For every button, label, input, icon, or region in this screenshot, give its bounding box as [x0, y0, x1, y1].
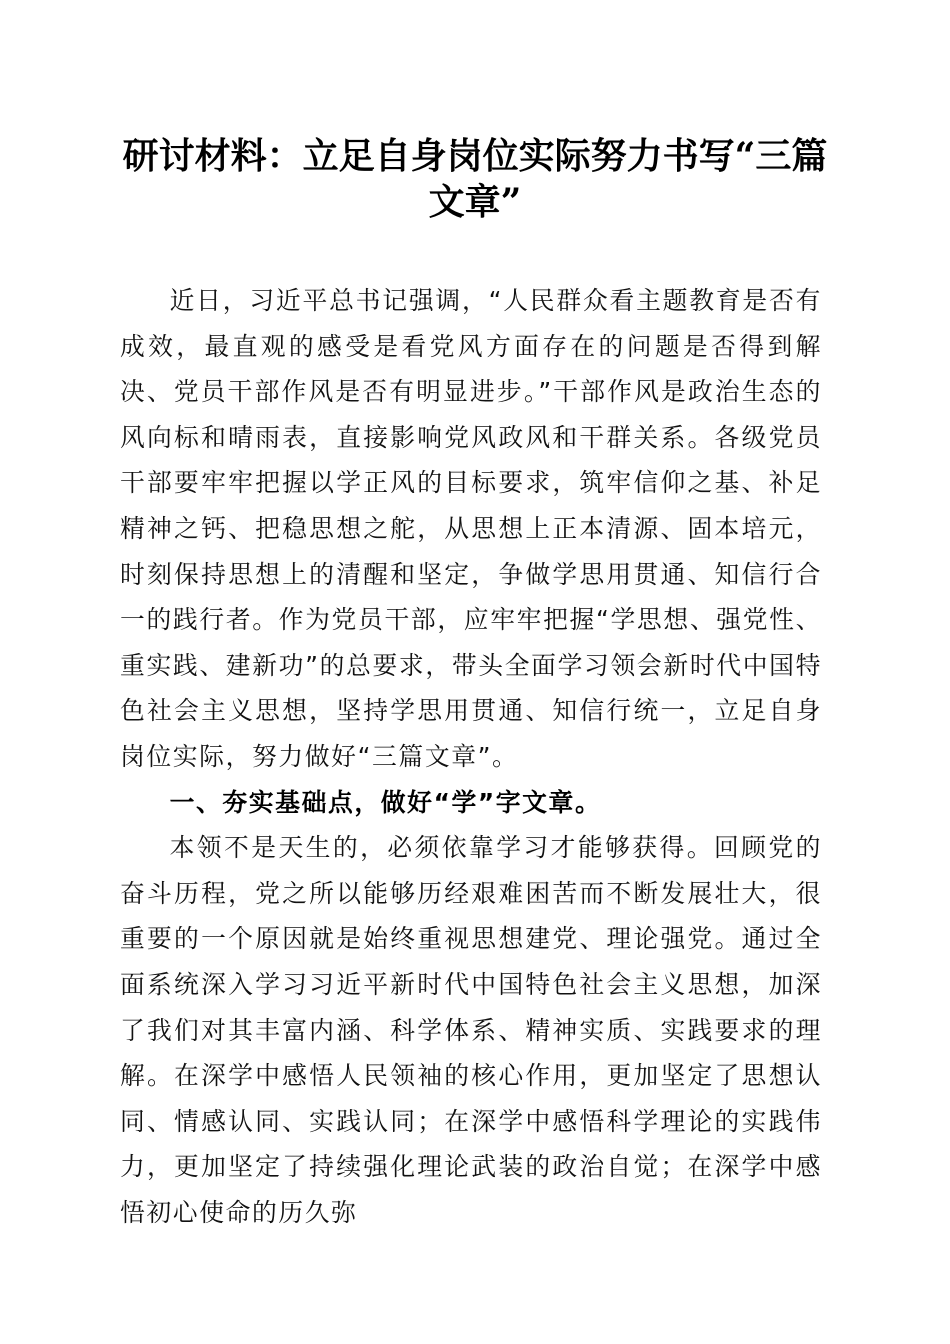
document-title: 研讨材料：立足自身岗位实际努力书写“三篇文章”: [122, 135, 828, 223]
intro-paragraph: 近日，习近平总书记强调，“人民群众看主题教育是否有成效，最直观的感受是看党风方面存在的问题是否得到解决、党员干部作风是否有明显进步。”干部作风是政治生态的风向标和晴雨表，直接影响党风政风和干群关系。各级党员干部要牢牢把握以学正风的目标要求，筑牢信仰之基、补足精神之钙、把稳思想之舵，从思想上正本清源、固本培元，时刻保持思想上的清醒和坚定，争做学思用贯通、知信行合一的践行者。作为党员干部，应牢牢把握“学思想、强党性、重实践、建新功”的总要求，带头全面学习领会新时代中国特色社会主义思想，坚持学思用贯通、知信行统一，立足自身岗位实际，努力做好“三篇文章”。: [120, 286, 822, 771]
section-heading: 一、夯实基础点，做好“学”字文章。: [169, 787, 602, 817]
section-paragraph: 本领不是天生的，必须依靠学习才能够获得。回顾党的奋斗历程，党之所以能够历经艰难困苦而不断发展壮大，很重要的一个原因就是始终重视思想建党、理论强党。通过全面系统深入学习习近平新时代中国特色社会主义思想，加深了我们对其丰富内涵、科学体系、精神实质、实践要求的理解。在深学中感悟人民领袖的核心作用，更加坚定了思想认同、情感认同、实践认同；在深学中感悟科学理论的实践伟力，更加坚定了持续强化理论武装的政治自觉；在深学中感悟初心使命的历久弥: [120, 833, 822, 1227]
document-body: [120, 278, 822, 1235]
